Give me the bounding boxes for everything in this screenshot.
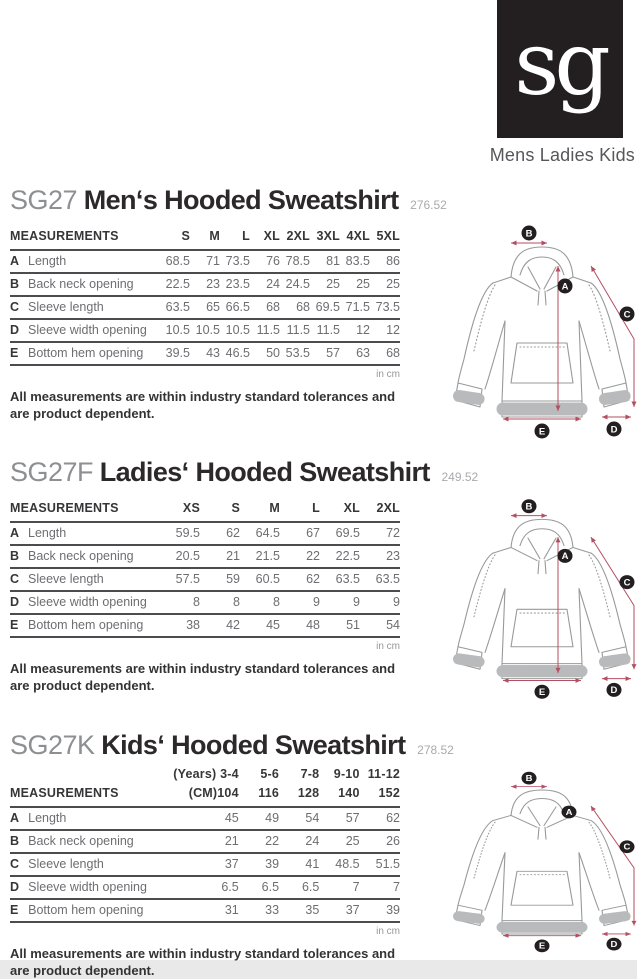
svg-text:D: D: [610, 685, 618, 696]
cell-value: 23: [190, 273, 220, 296]
cell-value: 11.5: [250, 319, 280, 342]
product-model-number: 276.52: [410, 198, 447, 212]
unit-note: in cm: [376, 641, 400, 652]
cell-value: 26: [360, 830, 400, 853]
cell-value: 73.5: [220, 250, 250, 273]
row-letter: D: [10, 876, 28, 899]
svg-text:A: A: [561, 551, 569, 562]
measurement-callout-a: [558, 549, 573, 563]
row-label: Sleeve width opening: [28, 876, 161, 899]
row-letter: A: [10, 522, 28, 545]
cell-value: 59: [200, 568, 240, 591]
column-header-measurements: MEASUREMENTS: [10, 783, 161, 807]
row-label: Length: [28, 250, 160, 273]
cell-value: 22: [280, 545, 320, 568]
product-model-number: 249.52: [441, 470, 479, 484]
cell-value: 23: [360, 545, 400, 568]
row-label: Sleeve width opening: [28, 591, 160, 614]
cell-value: 11.5: [310, 319, 340, 342]
cell-value: 46.5: [220, 342, 250, 365]
cell-value: 45: [240, 614, 280, 637]
table-row: [10, 807, 400, 830]
column-header-size: 2XL: [280, 226, 310, 250]
cell-value: 25: [319, 830, 359, 853]
cell-value: 60.5: [240, 568, 280, 591]
row-letter: E: [10, 614, 28, 637]
svg-text:B: B: [525, 501, 533, 512]
cell-value: 39: [360, 899, 400, 922]
tolerance-note: All measurements are within industry standard tolerances and are product dependent.: [10, 389, 396, 421]
size-table-ladies: [10, 498, 400, 638]
cell-value: 6.5: [279, 876, 319, 899]
cell-value: 68: [280, 296, 310, 319]
cell-value: 69.5: [320, 522, 360, 545]
cell-value: 21: [200, 545, 240, 568]
hoodie-diagram-ladies: [447, 495, 637, 703]
hoodie-diagram-kids: [447, 768, 637, 956]
row-label: Back neck opening: [28, 545, 160, 568]
brand-tagline: Mens Ladies Kids: [489, 145, 635, 165]
row-label: Sleeve width opening: [28, 319, 160, 342]
cell-value: 7: [319, 876, 359, 899]
row-letter: E: [10, 899, 28, 922]
cell-value: 42: [200, 614, 240, 637]
table-row: [10, 899, 400, 922]
svg-text:B: B: [525, 773, 533, 783]
cell-value: 11.5: [280, 319, 310, 342]
measurement-callout-c: [620, 307, 635, 322]
cell-value: 20.5: [160, 545, 200, 568]
cell-value: 54: [360, 614, 400, 637]
table-header-row-cm: [10, 783, 400, 807]
row-letter: E: [10, 342, 28, 365]
svg-text:C: C: [623, 309, 631, 321]
cell-value: 38: [160, 614, 200, 637]
cell-value: 8: [200, 591, 240, 614]
row-letter: B: [10, 273, 28, 296]
column-header-cm: 128: [279, 783, 319, 807]
section-title-kids: [10, 730, 454, 761]
cell-value: 8: [240, 591, 280, 614]
column-header-size: S: [160, 226, 190, 250]
cell-value: 71.5: [340, 296, 370, 319]
column-header-age: (Years) 3-4: [173, 767, 239, 781]
cell-value: 23.5: [220, 273, 250, 296]
table-row: [10, 545, 400, 568]
measurement-callout-d: [607, 422, 622, 437]
column-header-measurements: MEASUREMENTS: [10, 226, 160, 250]
cell-value: 10.5: [160, 319, 190, 342]
product-name: Men‘s Hooded Sweatshirt: [83, 185, 399, 215]
svg-text:E: E: [538, 941, 546, 951]
table-row: [10, 830, 400, 853]
product-model-number: 278.52: [417, 743, 454, 757]
cell-value: 48: [280, 614, 320, 637]
cell-value: 45: [161, 807, 239, 830]
row-letter: B: [10, 545, 28, 568]
cell-value: 39: [239, 853, 279, 876]
cell-value: 35: [279, 899, 319, 922]
measurement-callout-e: [535, 939, 550, 952]
table-header-row-years: [10, 764, 400, 783]
cell-value: 31: [161, 899, 239, 922]
cell-value: 78.5: [280, 250, 310, 273]
tolerance-note: All measurements are within industry standard tolerances and are product dependent.: [10, 946, 396, 978]
measurement-callout-a: [562, 806, 577, 819]
cell-value: 9: [280, 591, 320, 614]
cell-value: 62: [200, 522, 240, 545]
column-header-cm: 152: [360, 783, 400, 807]
table-row: [10, 876, 400, 899]
column-header-size: XL: [320, 498, 360, 522]
cell-value: 63.5: [320, 568, 360, 591]
tolerance-note: All measurements are within industry standard tolerances and are product dependent.: [10, 661, 396, 693]
cell-value: 49: [239, 807, 279, 830]
table-row: [10, 522, 400, 545]
measurement-callout-d: [607, 938, 622, 951]
table-row: [10, 591, 400, 614]
cell-value: 63: [340, 342, 370, 365]
product-code: SG27F: [10, 457, 94, 487]
column-header-size: 5XL: [370, 226, 400, 250]
column-header-age: 11-12: [367, 767, 400, 781]
cell-value: 41: [279, 853, 319, 876]
measurement-callout-c: [620, 840, 635, 853]
cell-value: 73.5: [370, 296, 400, 319]
column-header-size: L: [220, 226, 250, 250]
row-letter: A: [10, 250, 28, 273]
measurement-callout-c: [620, 575, 635, 589]
cell-value: 63.5: [360, 568, 400, 591]
svg-text:A: A: [565, 807, 573, 817]
column-header-age: 7-8: [300, 767, 320, 781]
cell-value: 8: [160, 591, 200, 614]
row-label: Sleeve length: [28, 296, 160, 319]
cell-value: 62: [280, 568, 320, 591]
cell-value: 10.5: [220, 319, 250, 342]
cell-value: 71: [190, 250, 220, 273]
cell-value: 33: [239, 899, 279, 922]
hoodie-outline: [455, 790, 629, 934]
unit-note: in cm: [376, 369, 400, 380]
column-header-size: XS: [160, 498, 200, 522]
cell-value: 68: [250, 296, 280, 319]
cell-value: 57.5: [160, 568, 200, 591]
svg-text:A: A: [561, 281, 569, 293]
section-title-mens: [10, 185, 447, 216]
cell-value: 24: [250, 273, 280, 296]
cell-value: 37: [319, 899, 359, 922]
measurement-callout-a: [558, 279, 573, 294]
cell-value: 22.5: [160, 273, 190, 296]
table-row: [10, 568, 400, 591]
table-header-row: [10, 226, 400, 250]
cell-value: 76: [250, 250, 280, 273]
row-label: Length: [28, 807, 161, 830]
column-header-measurements: MEASUREMENTS: [10, 498, 160, 522]
cell-value: 22: [239, 830, 279, 853]
cell-value: 67: [280, 522, 320, 545]
product-code: SG27: [10, 185, 78, 215]
cell-value: 25: [370, 273, 400, 296]
row-letter: D: [10, 591, 28, 614]
cell-value: 81: [310, 250, 340, 273]
cell-value: 53.5: [280, 342, 310, 365]
cell-value: 64.5: [240, 522, 280, 545]
table-row: [10, 614, 400, 637]
size-table-mens: [10, 226, 400, 366]
cell-value: 83.5: [340, 250, 370, 273]
product-name: Kids‘ Hooded Sweatshirt: [101, 730, 406, 760]
column-header-age: 5-6: [260, 767, 280, 781]
cell-value: 12: [340, 319, 370, 342]
cell-value: 63.5: [160, 296, 190, 319]
cell-value: 39.5: [160, 342, 190, 365]
cell-value: 21.5: [240, 545, 280, 568]
size-table-kids: [10, 764, 400, 923]
row-letter: D: [10, 319, 28, 342]
cell-value: 57: [319, 807, 359, 830]
measurement-callout-d: [607, 683, 622, 697]
row-label: Sleeve length: [28, 853, 161, 876]
cell-value: 51: [320, 614, 360, 637]
cell-value: 22.5: [320, 545, 360, 568]
cell-value: 10.5: [190, 319, 220, 342]
cell-value: 54: [279, 807, 319, 830]
cell-value: 69.5: [310, 296, 340, 319]
cell-value: 62: [360, 807, 400, 830]
cell-value: 72: [360, 522, 400, 545]
column-header-cm: 140: [319, 783, 359, 807]
row-label: Bottom hem opening: [28, 614, 160, 637]
column-header-size: M: [190, 226, 220, 250]
measurement-callout-b: [522, 226, 537, 241]
cell-value: 7: [360, 876, 400, 899]
row-label: Length: [28, 522, 160, 545]
cell-value: 43: [190, 342, 220, 365]
cell-value: 66.5: [220, 296, 250, 319]
column-header-size: 2XL: [360, 498, 400, 522]
size-table-block-mens: [10, 226, 400, 422]
hoodie-outline: [455, 519, 629, 678]
size-table-block-ladies: [10, 498, 400, 694]
cell-value: 24: [279, 830, 319, 853]
table-header-row: [10, 498, 400, 522]
svg-text:B: B: [525, 228, 533, 240]
svg-text:C: C: [623, 577, 631, 588]
measurement-callout-e: [535, 424, 550, 439]
table-row: [10, 273, 400, 296]
measurement-callout-e: [535, 685, 550, 699]
table-row: [10, 319, 400, 342]
row-label: Bottom hem opening: [28, 342, 160, 365]
hoodie-outline: [455, 247, 629, 417]
measurement-callout-b: [522, 772, 537, 785]
brand-logo: [497, 0, 623, 138]
cell-value: 25: [310, 273, 340, 296]
column-header-size: 3XL: [310, 226, 340, 250]
column-header-size: L: [280, 498, 320, 522]
cell-value: 37: [161, 853, 239, 876]
column-header-age: 9-10: [333, 767, 360, 781]
product-name: Ladies‘ Hooded Sweatshirt: [99, 457, 430, 487]
column-header-size: 4XL: [340, 226, 370, 250]
column-header-size: M: [240, 498, 280, 522]
cell-value: 48.5: [319, 853, 359, 876]
column-header-empty: [10, 764, 161, 783]
row-letter: C: [10, 853, 28, 876]
cell-value: 9: [360, 591, 400, 614]
row-label: Bottom hem opening: [28, 899, 161, 922]
row-letter: B: [10, 830, 28, 853]
hoodie-diagram-mens: [447, 221, 637, 443]
column-header-cm: (CM)104: [161, 783, 239, 807]
column-header-size: XL: [250, 226, 280, 250]
cell-value: 24.5: [280, 273, 310, 296]
cell-value: 50: [250, 342, 280, 365]
column-header-size: S: [200, 498, 240, 522]
svg-text:D: D: [610, 424, 618, 436]
section-title-ladies: [10, 457, 478, 488]
cell-value: 6.5: [161, 876, 239, 899]
product-code: SG27K: [10, 730, 95, 760]
row-label: Sleeve length: [28, 568, 160, 591]
row-letter: A: [10, 807, 28, 830]
table-row: [10, 250, 400, 273]
table-row: [10, 342, 400, 365]
cell-value: 68.5: [160, 250, 190, 273]
size-table-block-kids: [10, 764, 400, 979]
cell-value: 68: [370, 342, 400, 365]
column-header-cm: 116: [239, 783, 279, 807]
cell-value: 12: [370, 319, 400, 342]
cell-value: 6.5: [239, 876, 279, 899]
row-label: Back neck opening: [28, 830, 161, 853]
cell-value: 21: [161, 830, 239, 853]
svg-text:E: E: [538, 687, 546, 697]
cell-value: 65: [190, 296, 220, 319]
svg-text:E: E: [538, 426, 546, 438]
row-label: Back neck opening: [28, 273, 160, 296]
cell-value: 86: [370, 250, 400, 273]
row-letter: C: [10, 568, 28, 591]
row-letter: C: [10, 296, 28, 319]
table-row: [10, 853, 400, 876]
cell-value: 59.5: [160, 522, 200, 545]
svg-text:C: C: [623, 842, 631, 852]
cell-value: 25: [340, 273, 370, 296]
table-row: [10, 296, 400, 319]
brand-logo-text: sg: [514, 12, 606, 115]
cell-value: 57: [310, 342, 340, 365]
cell-value: 9: [320, 591, 360, 614]
cell-value: 51.5: [360, 853, 400, 876]
svg-text:D: D: [610, 939, 618, 949]
measurement-callout-b: [522, 499, 537, 513]
unit-note: in cm: [376, 926, 400, 937]
